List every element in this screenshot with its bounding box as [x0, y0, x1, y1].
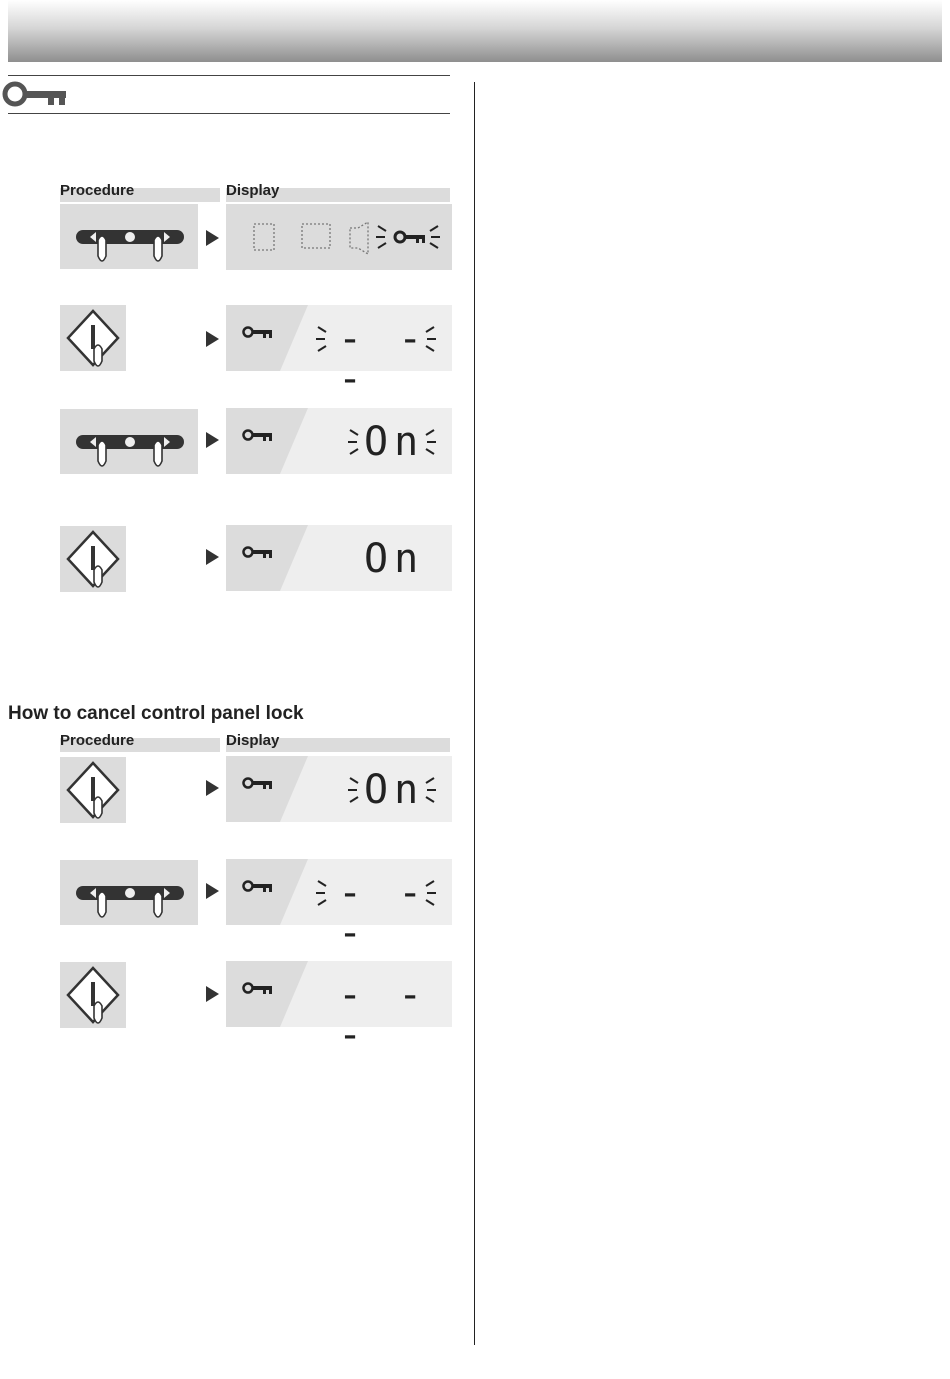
- arrow-icon: [206, 230, 219, 246]
- hold-left-right-buttons-icon: [60, 204, 198, 269]
- heading-top-rule: [8, 75, 450, 76]
- lcd-text: On: [364, 536, 425, 582]
- key-icon: [244, 548, 273, 559]
- key-icon: [244, 779, 273, 790]
- heading-bottom-rule: [8, 113, 450, 114]
- key-icon: [244, 328, 273, 339]
- cancel-section-title: How to cancel control panel lock: [8, 703, 304, 724]
- display-step-4: [226, 525, 452, 591]
- arrow-icon: [206, 432, 219, 448]
- picture-flashing-icon: [254, 224, 274, 250]
- sound-flashing-icon: [302, 224, 330, 248]
- key-flashing-icon: [376, 226, 440, 248]
- display-label: Display: [226, 738, 450, 752]
- arrow-icon: [206, 331, 219, 347]
- arrow-icon: [206, 549, 219, 565]
- cancel-display-step-3: [226, 961, 452, 1058]
- lcd-text: - - -: [338, 870, 429, 956]
- header-bar: [8, 0, 942, 62]
- cancel-procedure-step-2: [60, 860, 198, 925]
- key-icon: [2, 81, 68, 114]
- cancel-procedure-step-3: [60, 962, 126, 1028]
- power-button-press-icon: [60, 757, 126, 823]
- key-icon: [244, 882, 273, 893]
- cancel-display-step-2: [226, 859, 452, 956]
- key-icon: [244, 431, 273, 442]
- lcd-text: - - -: [338, 972, 429, 1058]
- power-button-press-icon: [60, 305, 126, 371]
- lcd-text: On: [364, 419, 425, 465]
- power-button-press-icon: [60, 962, 126, 1028]
- display-label: Display: [226, 188, 450, 202]
- procedure-label: Procedure: [60, 188, 220, 202]
- display-step-1: [226, 204, 452, 270]
- procedure-label: Procedure: [60, 738, 220, 752]
- hold-left-right-buttons-icon: [60, 409, 198, 474]
- lcd-text: On: [364, 767, 425, 813]
- procedure-step-1: [60, 204, 198, 269]
- lcd-text: - - -: [338, 316, 429, 402]
- arrow-icon: [206, 780, 219, 796]
- procedure-step-4: [60, 526, 126, 592]
- column-divider: [474, 82, 475, 1345]
- cancel-procedure-step-1: [60, 757, 126, 823]
- key-icon: [244, 984, 273, 995]
- arrow-icon: [206, 883, 219, 899]
- speaker-flashing-icon: [350, 222, 368, 254]
- display-step-2: [226, 305, 452, 402]
- hold-left-right-buttons-icon: [60, 860, 198, 925]
- procedure-step-2: [60, 305, 126, 371]
- power-button-press-icon: [60, 526, 126, 592]
- procedure-step-3: [60, 409, 198, 474]
- cancel-display-step-1: [226, 756, 452, 822]
- display-step-3: [226, 408, 452, 474]
- arrow-icon: [206, 986, 219, 1002]
